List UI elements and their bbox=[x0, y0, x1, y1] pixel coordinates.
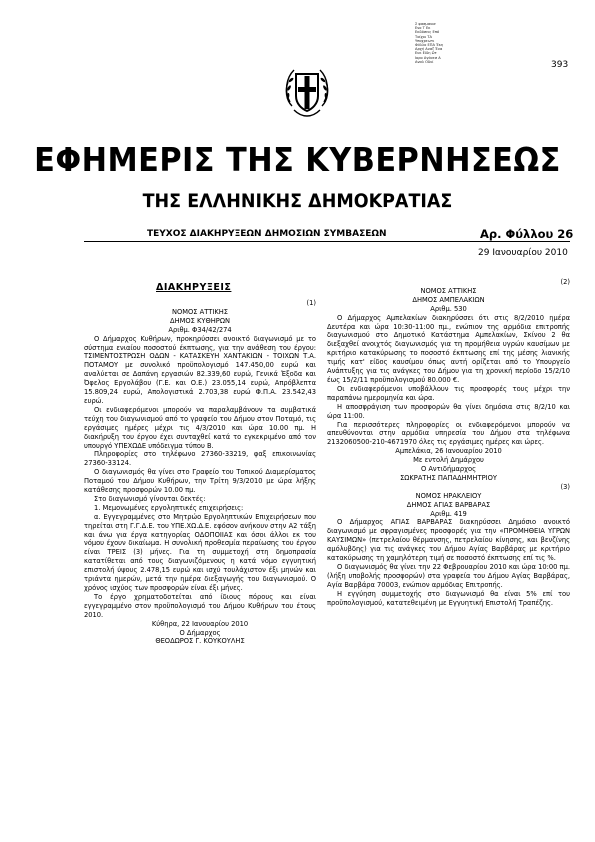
paragraph: Η αποσφράγιση των προσφορών θα γίνει δημόσια στις 8/2/10 και ώρα 11:00. bbox=[327, 402, 570, 420]
paragraph: Ο Αντιδήμαρχος bbox=[420, 465, 477, 474]
paragraph: Για περισσότερες πληροφορίες οι ενδιαφερόμενοι μπορούν να απευθύνονται στην αρμόδια υπηρεσία του Δήμου στα τηλέφωνα 2132060500-210-4671970 όλες τις εργάσιμες ημέρες και ώρες. bbox=[327, 420, 570, 447]
header-rule bbox=[84, 241, 570, 242]
paragraph: Ο Δήμαρχος Αμπελακίων διακηρύσσει ότι στις 8/2/2010 ημέρα Δευτέρα και ώρα 10:30-11:00 πμ., ενώπιον της αρμόδια επιτροπής διαγωνισμού στο Δημοτικό Κατάστημα Αμπελακίων, Σκίνου 2 θα διεξαχθεί ανοιχτός διαγωνισμός για τη προμήθεια υγρών καυσίμων με κριτήριο κατακύρωσης το ποσοστό έκπτωσης επί της μέσης λιανικής τιμής κατ' είδος καυσίμου όπως αυτή ορίζεται από το Υπουργείο Ανάπτυξης για τις ανάγκες του Δήμου για τη χρονική περίοδο 15/2/10 έως 15/2/11 προϋπολογισμού 80.000 €. bbox=[327, 313, 570, 384]
paragraph: (1) bbox=[306, 299, 316, 307]
paragraph: Αμπελάκια, 26 Ιανουαρίου 2010 bbox=[395, 447, 502, 456]
small-print-line: Τοίχοι ΤΑ bbox=[415, 34, 432, 39]
section-title: ΔΙΑΚΗΡΥΞΕΙΣ bbox=[156, 282, 232, 293]
publisher-small-print bbox=[415, 22, 485, 64]
paragraph: 1. Μεμονωμένες εργοληπτικές επιχειρήσεις: bbox=[94, 503, 244, 512]
paragraph: Αριθμ. 419 bbox=[430, 509, 467, 518]
paragraph: ΝΟΜΟΣ ΑΤΤΙΚΗΣ bbox=[171, 307, 228, 316]
paragraph: Αριθμ. 530 bbox=[430, 304, 467, 313]
paragraph: ΔΗΜΟΣ ΑΜΠΕΛΑΚΙΩΝ bbox=[412, 295, 485, 304]
paragraph: Ο Δήμαρχος ΑΓΙΑΣ ΒΑΡΒΑΡΑΣ διακηρύσσει Δημόσιο ανοικτό διαγωνισμό με σφραγισμένες προσφορές για την «ΠΡΟΜΗΘΕΙΑ ΥΓΡΩΝ ΚΑΥΣΙΜΩΝ» (πετρελαίου θέρμανσης, πετρελαίου κίνησης, και βενζίνης αμόλυβδης) για τις ανάγκες του Δήμου Αγίας Βαρβάρας με κριτήριο κατακύρωσης τη χαμηλότερη τιμή σε ποσοστό έκπτωσης επί τις %. bbox=[327, 518, 570, 563]
paragraph: Οι ενδιαφερόμενοι μπορούν να παραλαμβάνουν τα συμβατικά τεύχη του διαγωνισμού από το γραφείο του Δήμου στον Ποταμό, τις εργάσιμες ημέρες μέχρι τις 4/3/2010 και ώρα 10.00 πμ. Η διακήρυξη του έργου έχει συνταχθεί κατά το εγκεκριμένο από τον υπουργό ΥΠΕΧΩΔΕ υπόδειγμα τύπου Β. bbox=[84, 405, 316, 450]
page-number: 393 bbox=[551, 60, 569, 70]
greek-coat-of-arms-icon bbox=[282, 62, 332, 124]
paragraph: ΝΟΜΟΣ ΗΡΑΚΛΕΙΟΥ bbox=[415, 491, 482, 500]
right-column bbox=[327, 278, 570, 608]
paragraph: Κύθηρα, 22 Ιανουαρίου 2010 bbox=[151, 619, 249, 628]
paragraph: Ο διαγωνισμός θα γίνει την 22 Φεβρουαρίου 2010 και ώρα 10:00 πμ. (λήξη υποβολής προσφορών) στα γραφεία του Δήμου Αγίας Βαρβάρας, Αγία Βαρβάρα 70003, ενώπιον αρμόδιας Επιτροπής. bbox=[327, 563, 570, 589]
paragraph: ΘΕΟΔΩΡΟΣ Γ. ΚΟΥΚΟΥΛΗΣ bbox=[155, 637, 245, 646]
paragraph: Ο διαγωνισμός θα γίνει στο Γραφείο του Τοπικού Διαμερίσματος Ποταμού του Δήμου Κυθήρων, την Τρίτη 9/3/2010 με ώρα λήξης κατάθεσης προσφορών 10.00 πμ. bbox=[84, 468, 316, 495]
small-print-line: Ενο Τ Εκ bbox=[415, 26, 431, 31]
small-print-line: Υποχρεωτι bbox=[415, 38, 435, 43]
left-column bbox=[84, 299, 316, 646]
paragraph: Το έργο χρηματοδοτείται από ίδιους πόρους και είναι εγγεγραμμένο στον προϋπολογισμό του Δήμου Κυθήρων του έτους 2010. bbox=[84, 592, 316, 619]
sheet-number: Αρ. Φύλλου 26 bbox=[480, 227, 574, 241]
paragraph: Στο διαγωνισμό γίνονται δεκτές: bbox=[94, 494, 206, 503]
issue-type: ΤΕΥΧΟΣ ΔΙΑΚΗΡΥΞΕΩΝ ΔΗΜΟΣΙΩΝ ΣΥΜΒΑΣΕΩΝ bbox=[147, 229, 387, 239]
small-print-line: Ευκ Είδη Ωτ bbox=[415, 51, 437, 56]
small-print-line: Αρχή Αναζ Ένα bbox=[415, 47, 443, 52]
small-print-line: Φύλλο ΕΠΑ Έκη bbox=[415, 43, 444, 48]
paragraph: Η εγγύηση συμμετοχής στο διαγωνισμό θα είναι 5% επί του προϋπολογισμού, κατατεθειμένη με Εγγυητική Επιστολή Τραπέζης. bbox=[327, 589, 570, 607]
paragraph: (2) bbox=[560, 278, 570, 286]
paragraph: Ο Δήμαρχος Κυθήρων, προκηρύσσει ανοικτό διαγωνισμό με το σύστημα ενιαίου ποσοστού έκπτωσης, για την ανάθεση του έργου: ΤΣΙΜΕΝΤΟΣΤΡΩΣΗ ΟΔΩΝ - ΚΑΤΑΣΚΕΥΗ ΧΑΝΤΑΚΙΩΝ - ΤΟΙΧΩΝ Τ.Α. ΠΟΤΑΜΟΥ με συνολικό προϋπολογισμό 147.450,00 ευρώ και αναλύεται σε Δαπάνη εργασιών 82.339,60 ευρώ, Γενικά Έξοδα και Όφελος Εργολάβου (Γ.Ε. και Ο.Ε.) 23.055,14 ευρώ, Απρόβλεπτα 15.809,24 ευρώ, Απολογιστικά 2.703,38 ευρώ Φ.Π.Α. 23.542,43 ευρώ. bbox=[84, 334, 316, 405]
small-print-line: Σ φασμανισ bbox=[415, 22, 436, 26]
paragraph: ΔΗΜΟΣ ΑΓΙΑΣ ΒΑΡΒΑΡΑΣ bbox=[406, 500, 491, 509]
paragraph: Οι ενδιαφερόμενοι υποβάλλουν τις προσφορές τους μέχρι την παραπάνω ημερομηνία και ώρα. bbox=[327, 384, 570, 402]
paragraph: Αριθμ. Φ34/42/274 bbox=[168, 325, 232, 334]
masthead-subtitle: ΤΗΣ ΕΛΛΗΝΙΚΗΣ ΔΗΜΟΚΡΑΤΙΑΣ bbox=[142, 190, 453, 212]
paragraph: Με εντολή Δημάρχου bbox=[413, 456, 484, 465]
paragraph: (3) bbox=[560, 482, 570, 491]
small-print-line: Εκδόσεις Επό bbox=[415, 30, 440, 35]
paragraph: α. Εγγεγραμμένες στο Μητρώο Εργοληπτικών Επιχειρήσεων που τηρείται στη Γ.Γ.Δ.Ε. του ΥΠΕ.ΧΩ.Δ.Ε. εφόσον ανήκουν στην Α2 τάξη και άνω για έργα κατηγορίας ΟΔΟΠΟΙΙΑΣ και όσοι άλλοι εκ του νόμου έχουν δικαίωμα. Η συνολική προθεσμία περαίωσης του έργου είναι ΤΡΕΙΣ (3) μήνες. Για τη συμμετοχή στη δημοπρασία κατατίθεται από τους διαγωνιζόμενους η κατά νόμο εγγυητική επιστολή ύψους 2.478,15 ευρώ και ισχύ τουλάχιστον έξι μηνών και τριάντα ημερών, μετά την ημέρα διεξαγωγής του διαγωνισμού. Ο χρόνος ισχύος των προσφορών είναι έξι μήνες. bbox=[84, 512, 316, 592]
paragraph: ΣΩΚΡΑΤΗΣ ΠΑΠΑΔΗΜΗΤΡΙΟΥ bbox=[400, 473, 497, 482]
paragraph: Πληροφορίες στο τηλέφωνο 27360-33219, φαξ επικοινωνίας 27360-33124. bbox=[84, 450, 316, 468]
paragraph: Ο Δήμαρχος bbox=[179, 628, 221, 637]
small-print-line: Ιορο Αγάνεσ Α bbox=[415, 55, 441, 60]
paragraph: ΔΗΜΟΣ ΚΥΘΗΡΩΝ bbox=[170, 316, 230, 325]
paragraph: ΝΟΜΟΣ ΑΤΤΙΚΗΣ bbox=[420, 286, 477, 295]
small-print-line: Αναλ Οδνί bbox=[415, 59, 434, 64]
issue-date: 29 Ιανουαρίου 2010 bbox=[478, 248, 568, 258]
masthead-title: ΕΦΗΜΕΡΙΣ ΤΗΣ ΚΥΒΕΡΝΗΣΕΩΣ bbox=[34, 140, 561, 179]
